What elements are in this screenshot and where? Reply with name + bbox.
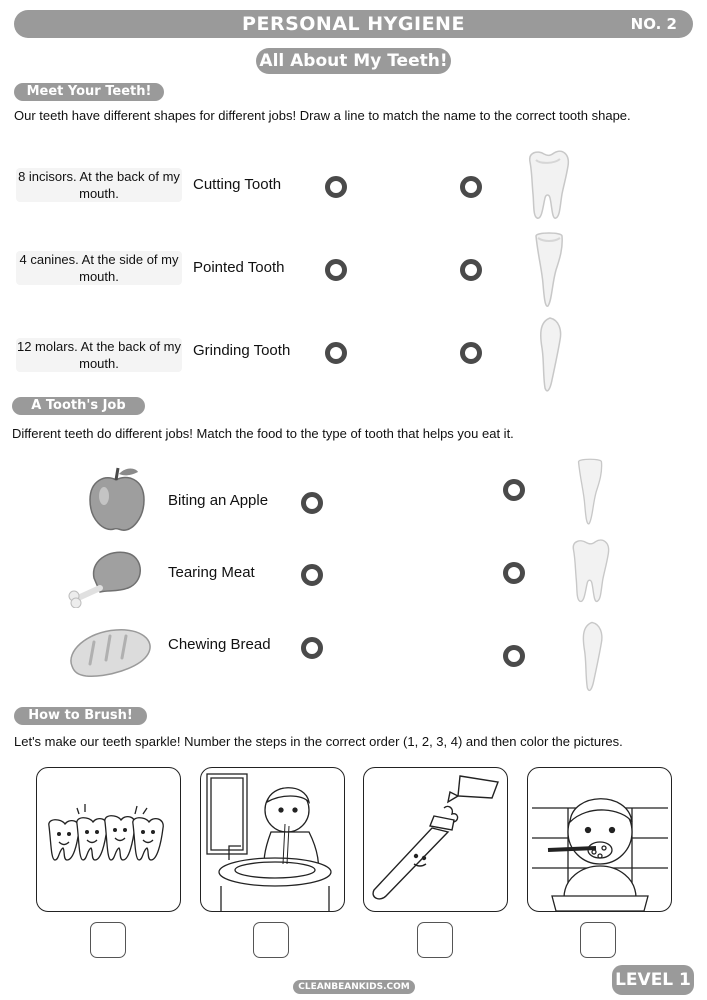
- happy-teeth-illustration: [37, 768, 180, 911]
- molar-tooth-icon: [524, 148, 572, 227]
- section1-instructions: Our teeth have different shapes for different jobs! Draw a line to match the name to the correct tooth shape.: [14, 108, 631, 123]
- match-dot-left[interactable]: [301, 637, 323, 659]
- section2-instructions: Different teeth do different jobs! Match the food to the type of tooth that helps you eat it.: [12, 426, 514, 441]
- incisor-tooth-icon: [535, 316, 565, 399]
- section-heading-meet-your-teeth: Meet Your Teeth!: [14, 83, 164, 101]
- canine-tooth-icon: [575, 453, 605, 534]
- match-dot-right[interactable]: [460, 259, 482, 281]
- step-card: [36, 767, 181, 912]
- chicken-leg-icon: [64, 548, 144, 613]
- match-dot-right[interactable]: [460, 176, 482, 198]
- match-dot-right[interactable]: [503, 562, 525, 584]
- food-label: Tearing Meat: [168, 564, 255, 581]
- match-dot-right[interactable]: [503, 645, 525, 667]
- step-card: [200, 767, 345, 912]
- canine-tooth-icon: [532, 230, 566, 313]
- footer-url: CLEANBEANKIDS.COM: [293, 980, 415, 994]
- bread-icon: [66, 626, 152, 685]
- step-number-box[interactable]: [580, 922, 616, 958]
- tooth-note: 12 molars. At the back of my mouth.: [16, 339, 182, 371]
- food-label: Biting an Apple: [168, 492, 269, 509]
- match-dot-left[interactable]: [301, 492, 323, 514]
- match-dot-left[interactable]: [325, 176, 347, 198]
- tooth-note: 4 canines. At the side of my mouth.: [16, 251, 182, 285]
- step-card: [363, 767, 508, 912]
- tooth-name: Pointed Tooth: [193, 259, 285, 276]
- worksheet-number: NO. 2: [630, 15, 677, 33]
- match-dot-right[interactable]: [460, 342, 482, 364]
- page-subtitle: All About My Teeth!: [256, 48, 451, 74]
- match-dot-left[interactable]: [325, 342, 347, 364]
- boy-rinsing-illustration: [201, 768, 344, 911]
- section-heading-a-tooths-job: A Tooth's Job: [12, 397, 145, 415]
- step-number-box[interactable]: [90, 922, 126, 958]
- apple-icon: [86, 466, 146, 539]
- tooth-note: 8 incisors. At the back of my mouth.: [16, 168, 182, 202]
- molar-tooth-icon: [568, 535, 612, 612]
- tooth-name: Cutting Tooth: [193, 176, 282, 193]
- step-number-box[interactable]: [253, 922, 289, 958]
- page-title: PERSONAL HYGIENE: [242, 13, 465, 35]
- section3-instructions: Let's make our teeth sparkle! Number the steps in the correct order (1, 2, 3, 4) and then color the pictures.: [14, 734, 623, 749]
- match-dot-left[interactable]: [325, 259, 347, 281]
- match-dot-right[interactable]: [503, 479, 525, 501]
- tooth-name: Grinding Tooth: [193, 342, 291, 359]
- section-heading-how-to-brush: How to Brush!: [14, 707, 147, 725]
- step-card: [527, 767, 672, 912]
- boy-brushing-illustration: [528, 768, 671, 911]
- toothbrush-toothpaste-illustration: [364, 768, 507, 911]
- title-bar: [14, 10, 693, 38]
- level-badge: LEVEL 1: [612, 965, 694, 995]
- food-label: Chewing Bread: [168, 636, 271, 653]
- incisor-tooth-icon: [578, 618, 606, 701]
- step-number-box[interactable]: [417, 922, 453, 958]
- match-dot-left[interactable]: [301, 564, 323, 586]
